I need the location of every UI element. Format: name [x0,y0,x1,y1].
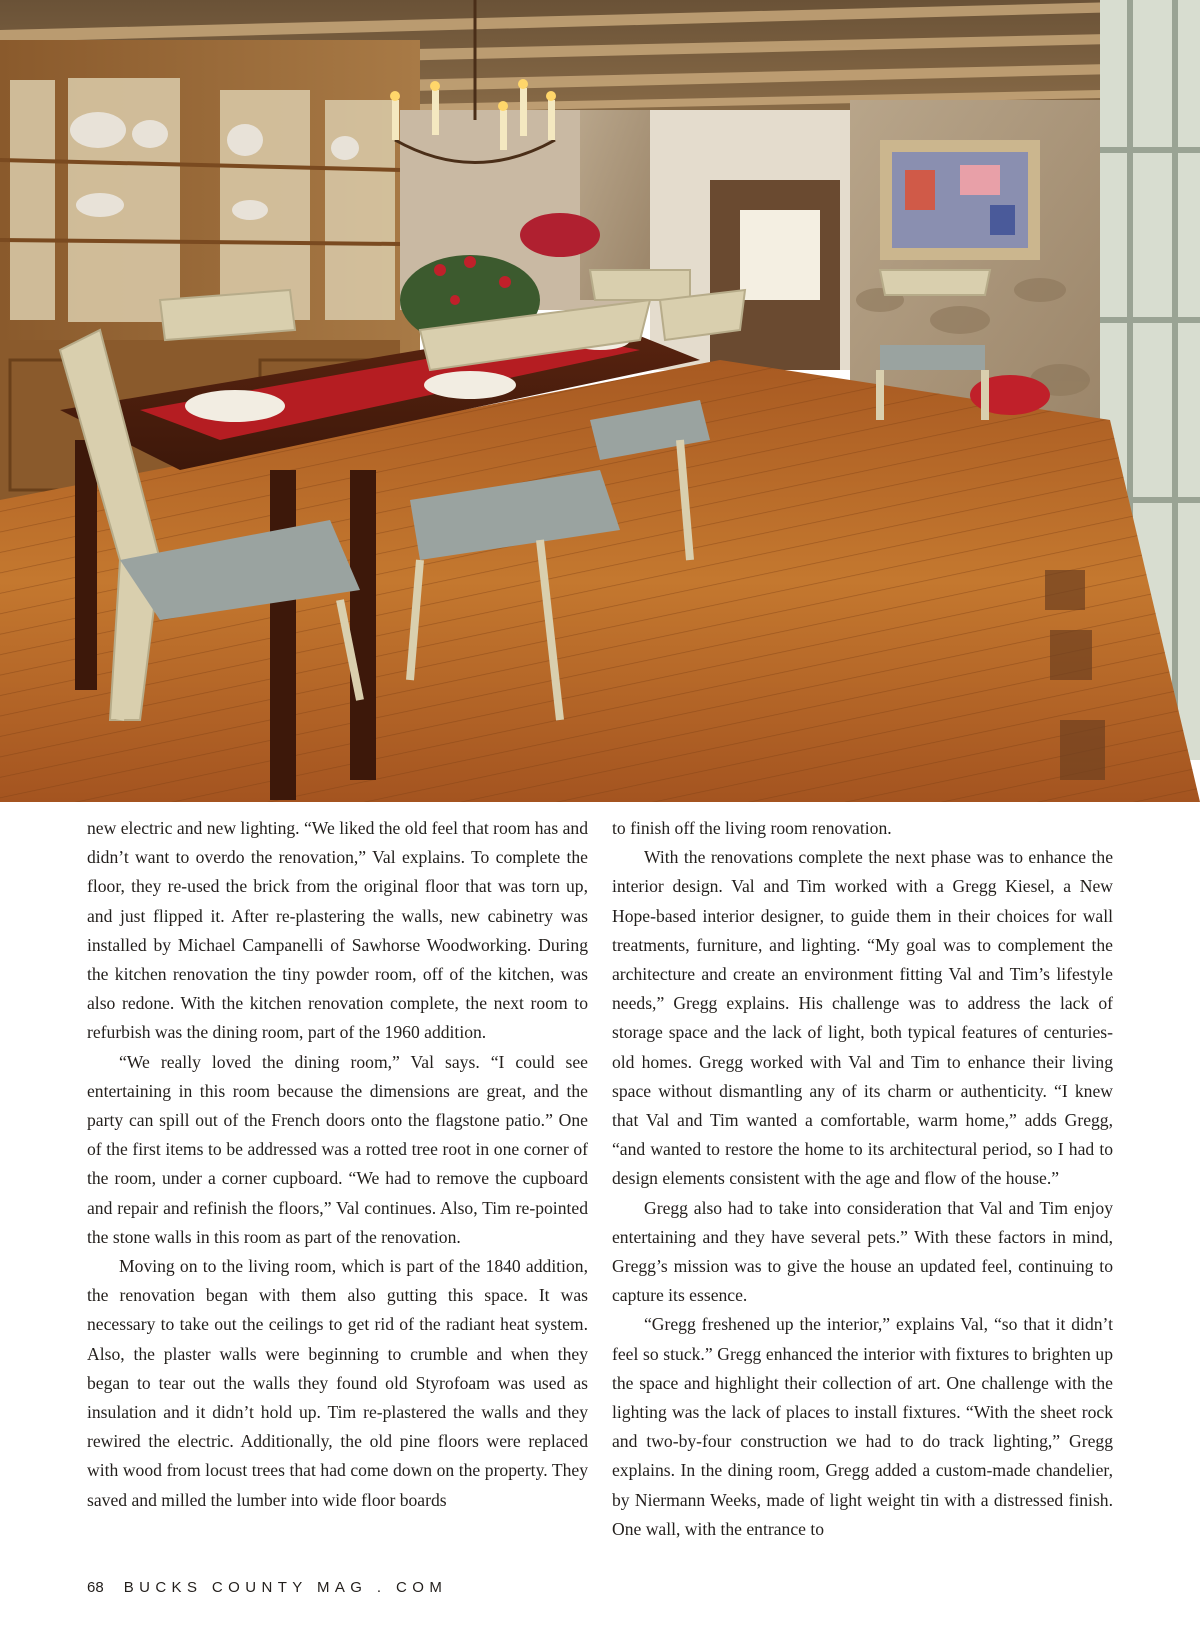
site-name: BUCKS COUNTY MAG . COM [123,1579,448,1596]
article-column-right [612,814,1113,1544]
page-footer [87,1579,447,1596]
dining-room-photo [0,0,1200,802]
page-number: 68 [87,1579,104,1596]
paragraph: With the renovations complete the next phase was to enhance the interior design. Val and Tim worked with a Gregg Kiesel, a New Hope-based interior designer, to guide them in their choices for wall treatments, furniture, and lighting. “My goal was to complement the architecture and create an environment fitting Val and Tim’s lifestyle needs,” Gregg explains. His challenge was to address the lack of storage space and the lack of light, both typical features of centuries-old homes. Gregg worked with Val and Tim to enhance their living space without dismantling any of its charm or authenticity. “I knew that Val and Tim wanted a comfortable, warm home,” adds Gregg, “and wanted to restore the home to its architectural period, so I had to design elements consistent with the age and flow of the house.” [612,847,1113,1189]
paragraph: Moving on to the living room, which is part of the 1840 addition, the renovation began with them also gutting this space. It was necessary to take out the ceilings to get rid of the radiant heat system. Also, the plaster walls were beginning to crumble and when they began to tear out the walls they found old Styrofoam was used as insulation and it didn’t hold up. Tim re-plastered the walls and they rewired the electric. Additionally, the old pine floors were replaced with wood from locust trees that had come down on the property. They saved and milled the lumber into wide floor boards [87,1256,588,1510]
paragraph: new electric and new lighting. “We liked the old feel that room has and didn’t want to overdo the renovation,” Val explains. To complete the floor, they re-used the brick from the original floor that was torn up, and just flipped it. After re-plastering the walls, new cabinetry was installed by Michael Campanelli of Sawhorse Woodworking. During the kitchen renovation the tiny powder room, off of the kitchen, was also redone. With the kitchen renovation complete, the next room to refurbish was the dining room, part of the 1960 addition. [87,818,588,1043]
paragraph: “We really loved the dining room,” Val says. “I could see entertaining in this room because the dimensions are great, and the party can spill out of the French doors onto the flagstone patio.” One of the first items to be addressed was a rotted tree root in one corner of the room, under a corner cupboard. “We had to remove the cupboard and repair and refinish the floors,” Val continues. Also, Tim re-pointed the stone walls in this room as part of the renovation. [87,1051,588,1247]
article-column-left [87,814,588,1515]
paragraph: to finish off the living room renovation. [612,818,892,838]
paragraph: Gregg also had to take into consideration that Val and Tim enjoy entertaining and they have several pets.” With these factors in mind, Gregg’s mission was to give the house an updated feel, continuing to capture its essence. [612,1197,1113,1306]
paragraph: “Gregg freshened up the interior,” explains Val, “so that it didn’t feel so stuck.” Gregg enhanced the interior with fixtures to brighten up the space and highlight their collection of art. One challenge with the lighting was the lack of places to install fixtures. “With the sheet rock and two-by-four construction we had to do track lighting,” Gregg explains. In the dining room, Gregg added a custom-made chandelier, by Niermann Weeks, made of light weight tin with a distressed finish. One wall, with the entrance to [612,1314,1113,1539]
